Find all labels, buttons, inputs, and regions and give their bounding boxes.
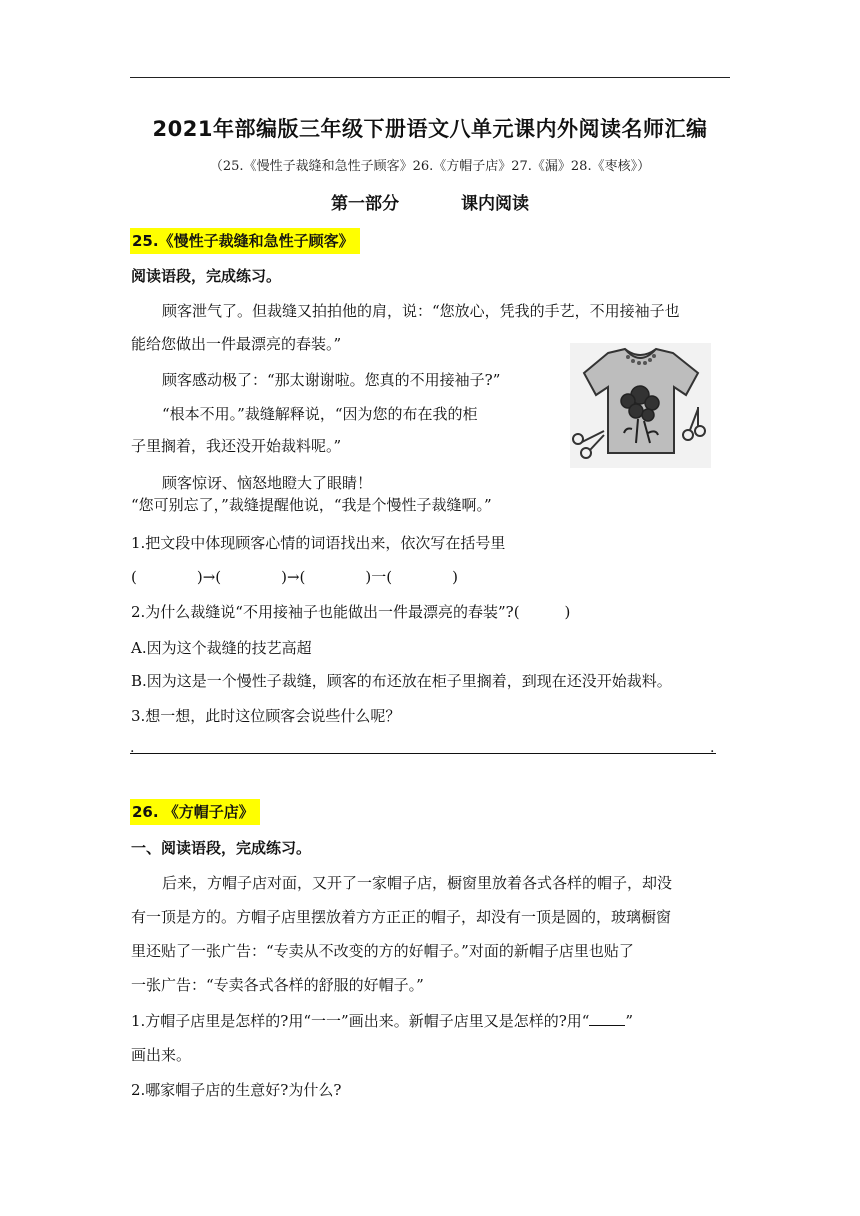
section-25-heading: 25.《慢性子裁缝和急性子顾客》 xyxy=(130,228,360,254)
question-25-1-blanks[interactable]: ( )→( )→( )一( ) xyxy=(131,568,458,586)
section-26-instruction: 一、阅读语段，完成练习。 xyxy=(131,839,312,857)
header-rule xyxy=(130,77,730,78)
part-heading xyxy=(0,189,860,214)
question-26-1-cont: 画出来。 xyxy=(131,1046,192,1064)
passage-25-line-2: 能给您做出一件最漂亮的春装。” xyxy=(131,335,342,353)
passage-25-line-3: 顾客感动极了：“那太谢谢啦。您真的不用接袖子?” xyxy=(162,371,501,389)
section-26-heading: 26. 《方帽子店》 xyxy=(130,799,260,825)
question-26-1-underline xyxy=(589,1011,625,1026)
question-26-1-quote: ” xyxy=(625,1012,634,1030)
t-shirt-icon xyxy=(570,343,711,468)
option-25-2-b: B.因为这是一个慢性子裁缝，顾客的布还放在柜子里搁着，到现在还没开始裁料。 xyxy=(131,672,672,690)
question-26-1-text: 1.方帽子店里是怎样的?用“一一”画出来。新帽子店里又是怎样的?用“ xyxy=(131,1012,590,1030)
passage-26-line-1: 后来，方帽子店对面，又开了一家帽子店，橱窗里放着各式各样的帽子，却没 xyxy=(162,874,673,892)
question-26-1 xyxy=(131,1010,633,1031)
passage-26-line-4: 一张广告：“专卖各式各样的舒服的好帽子。” xyxy=(131,976,424,994)
passage-26-line-3: 里还贴了一张广告：“专卖从不改变的方的好帽子。”对面的新帽子店里也贴了 xyxy=(131,942,634,960)
passage-25-line-7: “您可别忘了，”裁缝提醒他说，“我是个慢性子裁缝啊。” xyxy=(131,496,492,514)
t-shirt-illustration xyxy=(570,343,711,468)
answer-line[interactable] xyxy=(130,753,716,754)
question-25-1: 1.把文段中体现顾客心情的词语找出来，依次写在括号里 xyxy=(131,534,506,552)
option-25-2-a: A.因为这个裁缝的技艺高超 xyxy=(131,639,312,657)
passage-25-line-6: 顾客惊讶、恼怒地瞪大了眼睛！ xyxy=(162,474,373,492)
part-label: 第一部分 xyxy=(331,194,399,214)
passage-25-line-1: 顾客泄气了。但裁缝又拍拍他的肩，说：“您放心，凭我的手艺，不用接袖子也 xyxy=(162,302,680,320)
document-title: 2021年部编版三年级下册语文八单元课内外阅读名师汇编 xyxy=(152,117,708,141)
passage-25-line-4: “根本不用。”裁缝解释说，“因为您的布在我的柜 xyxy=(162,405,478,423)
passage-26-line-2: 有一顶是方的。方帽子店里摆放着方方正正的帽子，却没有一顶是圆的，玻璃橱窗 xyxy=(131,908,672,926)
part-name: 课内阅读 xyxy=(461,194,529,214)
question-26-2: 2.哪家帽子店的生意好?为什么? xyxy=(131,1081,342,1099)
answer-line-end: . xyxy=(710,740,715,756)
question-25-2: 2.为什么裁缝说“不用接袖子也能做出一件最漂亮的春装”?( ) xyxy=(131,603,571,621)
section-25-instruction: 阅读语段，完成练习。 xyxy=(131,267,282,285)
document-subtitle: （25.《慢性子裁缝和急性子顾客》26.《方帽子店》27.《漏》28.《枣核》） xyxy=(209,159,651,174)
question-25-3: 3.想一想，此时这位顾客会说些什么呢？ xyxy=(131,707,401,725)
answer-line-start: . xyxy=(130,740,135,756)
passage-25-line-5: 子里搁着，我还没开始裁料呢。” xyxy=(131,437,342,455)
